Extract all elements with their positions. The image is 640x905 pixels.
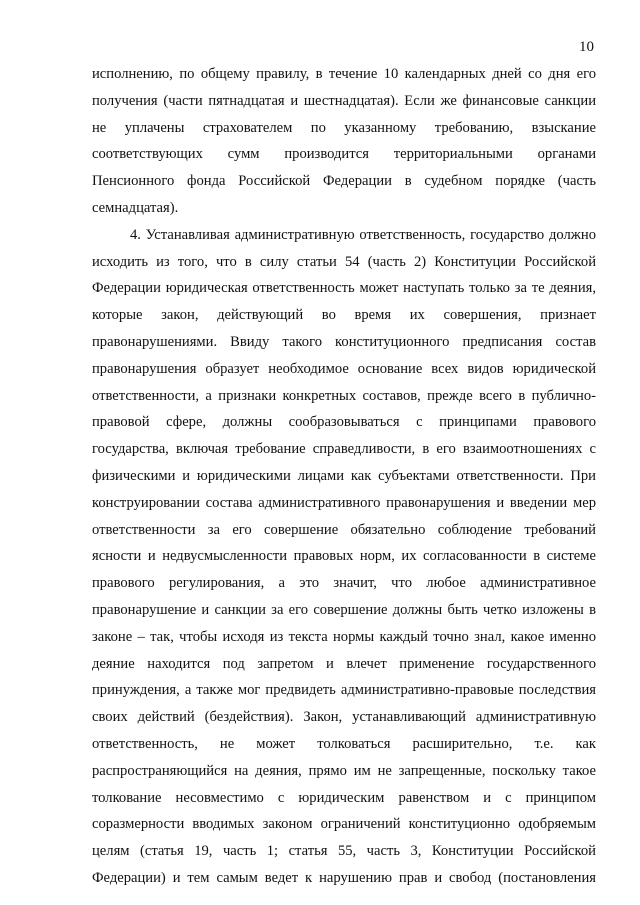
text-line: целям (статья 19, часть 1; статья 55, часть 3, Конституции Российской <box>92 843 596 860</box>
text-line: которые закон, действующий во время их совершения, признает <box>92 307 596 324</box>
text-line: своих действий (бездействия). Закон, устанавливающий административную <box>92 709 596 726</box>
body-text <box>92 61 596 892</box>
text-line: соразмерности вводимых законом ограничений конституционно одобряемым <box>92 816 596 833</box>
text-line: государства, включая требование справедливости, в его взаимоотношениях с <box>92 441 596 458</box>
text-line: ответственности, а признаки конкретных составов, прежде всего в публично- <box>92 387 596 404</box>
text-line: физическими и юридическими лицами как субъектами ответственности. При <box>92 467 596 484</box>
text-line: правонарушения образует необходимое основание всех видов юридической <box>92 360 596 377</box>
text-line: исходить из того, что в силу статьи 54 (часть 2) Конституции Российской <box>92 253 596 270</box>
text-line: законе – так, чтобы исходя из текста нормы каждый точно знал, какое именно <box>92 628 596 645</box>
text-line: исполнению, по общему правилу, в течение 10 календарных дней со дня его <box>92 66 596 82</box>
text-line: правонарушение и санкции за его совершение должны быть четко изложены в <box>92 601 596 618</box>
text-line: принуждения, а также мог предвидеть административно-правовые последствия <box>92 682 596 699</box>
text-line: распространяющийся на деяния, прямо им не запрещенные, поскольку такое <box>92 762 596 779</box>
page-number: 10 <box>579 39 594 55</box>
text-line: правового регулирования, а это значит, что любое административное <box>92 575 596 592</box>
text-line: деяние находится под запретом и влечет применение государственного <box>92 655 596 672</box>
text-line: семнадцатая). <box>92 199 179 216</box>
text-line: не уплачены страхователем по указанному требованию, взыскание <box>92 119 596 136</box>
text-line: конструировании состава административного правонарушения и введении мер <box>92 494 596 511</box>
text-line: Федерации) и тем самым ведет к нарушению прав и свобод (постановления <box>92 869 596 886</box>
text-line: толкование несовместимо с юридическим равенством и с принципом <box>92 789 596 806</box>
text-line: получения (части пятнадцатая и шестнадцатая). Если же финансовые санкции <box>92 92 596 109</box>
text-line: ясности и недвусмысленности правовых норм, их согласованности в системе <box>92 548 596 565</box>
text-line: правонарушениями. Ввиду такого конституционного предписания состав <box>92 333 596 350</box>
text-line: соответствующих сумм производится территориальными органами <box>92 146 596 163</box>
text-line: Пенсионного фонда Российской Федерации в судебном порядке (часть <box>92 173 596 190</box>
text-line: ответственности за его совершение обязательно соблюдение требований <box>92 521 596 538</box>
text-line: Федерации юридическая ответственность может наступать только за те деяния, <box>92 280 596 297</box>
text-line: правовой сфере, должны сообразовываться с принципами правового <box>92 414 596 431</box>
paragraph-start-line: 4. Устанавливая административную ответственность, государство должно <box>130 226 596 243</box>
text-line: ответственность, не может толковаться расширительно, т.е. как <box>92 735 596 752</box>
